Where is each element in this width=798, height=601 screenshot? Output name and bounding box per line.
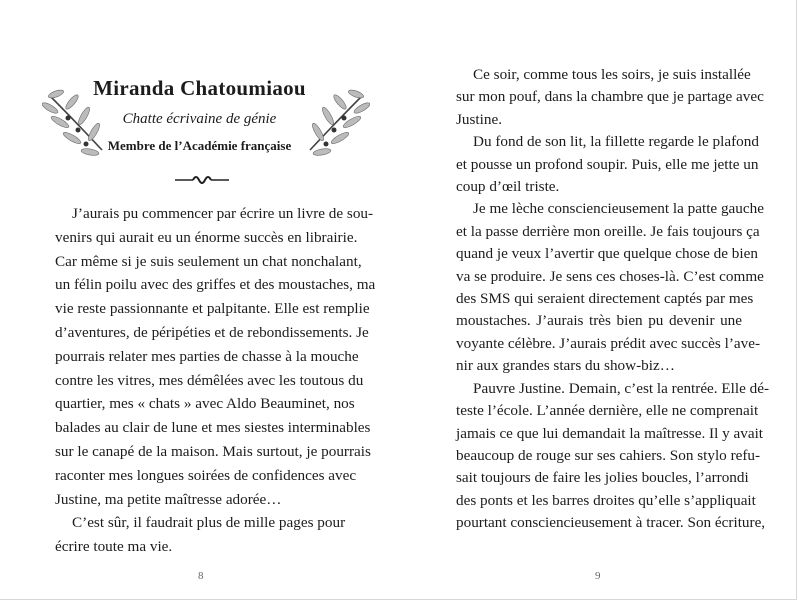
author-subtitle: Chatte écrivaine de génie xyxy=(122,111,277,127)
text-line: teste l’école. L’année dernière, elle ne comprenait xyxy=(456,402,759,420)
paragraph xyxy=(456,198,764,377)
text-line: voyante célèbre. J’aurais prédit avec succès l’ave- xyxy=(456,334,761,352)
text-line: un félin poilu avec des griffes et des moustaches, ma xyxy=(55,276,376,294)
text-line: raconter mes longues soirées de confidences avec xyxy=(55,466,357,484)
text-line: Ce soir, comme tous les soirs, je suis installée xyxy=(473,66,751,83)
text-line: d’aventures, de péripéties et de rebondissements. Je xyxy=(55,323,369,341)
page-number-right: 9 xyxy=(595,570,601,582)
text-line: des ponts et les barres droites qu’elle s’appliquait xyxy=(456,491,756,509)
left-page xyxy=(0,0,399,599)
text-line: pourtant consciencieusement à tracer. Son écriture, xyxy=(456,514,766,532)
text-line: sur mon pouf, dans la chambre que je partage avec xyxy=(456,88,764,106)
paragraph xyxy=(55,202,376,511)
text-line: Justine. xyxy=(456,110,502,128)
right-page-body xyxy=(456,64,770,535)
text-line: sait toujours de faire les jolies boucles, l’arrondi xyxy=(456,469,749,487)
text-line: et la passe derrière mon oreille. Je fais toujours ça xyxy=(456,222,760,240)
text-line: venirs qui aurait eu un énorme succès en librairie. xyxy=(55,228,358,246)
author-name: Miranda Chatoumiaou xyxy=(93,76,306,100)
text-line: pourrais relater mes parties de chasse à la mouche xyxy=(55,347,359,365)
text-line: moustaches. J’aurais très bien pu devenir une xyxy=(456,312,742,330)
paragraph xyxy=(456,64,764,131)
author-membership: Membre de l’Académie française xyxy=(107,138,292,153)
ornament-flourish-icon xyxy=(175,174,229,186)
text-line: va se produire. Je sens ces choses-là. C’est comme xyxy=(456,267,764,285)
left-page-body xyxy=(55,202,376,559)
text-line: contre les vitres, mes démêlées avec les toutous du xyxy=(55,371,364,389)
text-line: Je me lèche consciencieusement la patte gauche xyxy=(473,200,764,218)
text-line: Car même si je suis seulement un chat nonchalant, xyxy=(55,252,362,270)
text-line: balades au clair de lune et mes siestes interminables xyxy=(55,419,371,437)
text-line: beaucoup de rouge sur ses cahiers. Son stylo refu- xyxy=(456,446,761,464)
text-line: Du fond de son lit, la fillette regarde le plafond xyxy=(473,133,759,151)
text-line: Pauvre Justine. Demain, c’est la rentrée. Elle dé- xyxy=(473,379,770,397)
text-line: vie reste passionnante et palpitante. Elle est remplie xyxy=(55,300,370,318)
text-line: quand je veux l’avertir que quelque chose de bien xyxy=(456,245,758,263)
text-line: et pousse un profond soupir. Puis, elle me jette un xyxy=(456,155,759,173)
page-number-left: 8 xyxy=(198,570,204,582)
text-line: sur le canapé de la maison. Mais surtout, je pourrais xyxy=(55,442,371,460)
paragraph xyxy=(456,131,759,198)
author-header xyxy=(0,70,399,154)
text-line: J’aurais pu commencer par écrire un livre de sou- xyxy=(72,205,374,222)
right-page xyxy=(399,0,798,599)
text-line: Justine, ma petite maîtresse adorée… xyxy=(55,490,282,508)
paragraph xyxy=(456,378,770,535)
text-line: coup d’œil triste. xyxy=(456,178,560,196)
text-line: des SMS qui seraient directement captés par mes xyxy=(456,290,754,308)
paragraph xyxy=(55,511,346,559)
text-line: quartier, mes « chats » avec Aldo Beauminet, nos xyxy=(55,395,355,413)
text-line: jamais ce que lui demandait la maîtresse. Il y avait xyxy=(456,424,764,442)
text-line: C’est sûr, il faudrait plus de mille pages pour xyxy=(72,514,346,532)
text-line: écrire toute ma vie. xyxy=(55,538,173,556)
text-line: nir aux grandes stars du show-biz… xyxy=(456,357,675,375)
